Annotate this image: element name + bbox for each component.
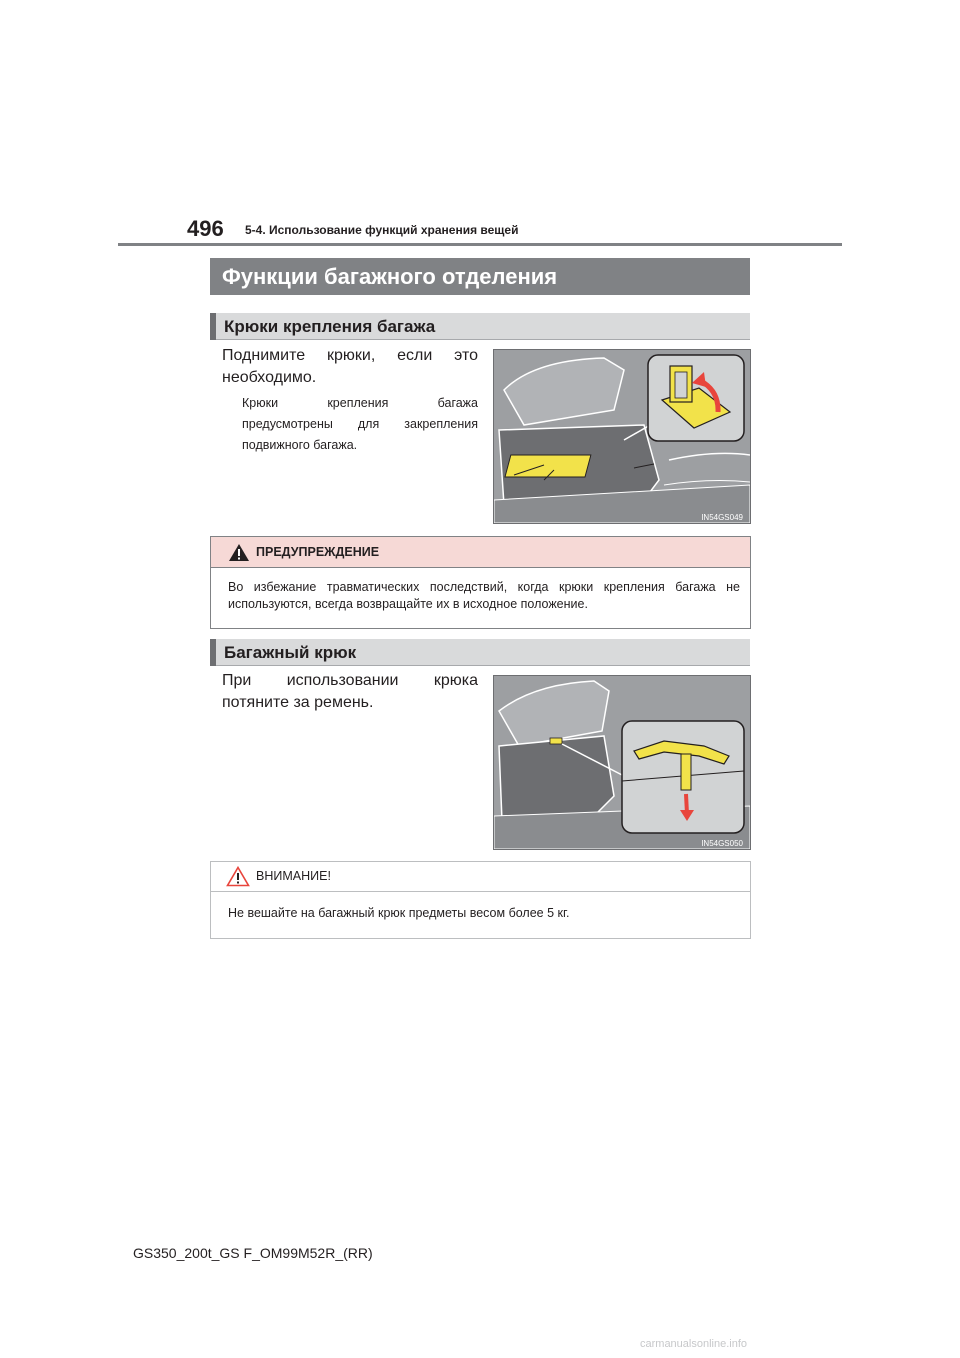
warning-line: Во избежание травматических последствий, когда крюки крепления багажа не <box>228 580 740 594</box>
page-number: 496 <box>187 216 224 241</box>
main-heading-text: Функции багажного отделения <box>222 264 558 289</box>
caution-text: Не вешайте на багажный крюк предметы весом более 5 кг. <box>228 906 570 920</box>
caution-header <box>211 862 750 892</box>
subheading-accent-bar <box>210 313 216 340</box>
watermark: carmanualsonline.info <box>640 1338 748 1350</box>
warning-text <box>228 579 740 613</box>
instruction-paragraph-2 <box>222 670 478 714</box>
figure-code: IN54GS049 <box>701 513 743 522</box>
instruction-line: необходимо. <box>222 369 317 386</box>
instruction-line: потяните за ремень. <box>222 694 374 711</box>
subheading-text: Багажный крюк <box>224 643 357 662</box>
subheading-luggage-hooks <box>210 313 750 340</box>
caution-title: ВНИМАНИЕ! <box>256 869 331 883</box>
main-heading <box>210 258 750 295</box>
warning-header <box>211 537 750 568</box>
note-line: подвижного багажа. <box>242 438 358 452</box>
figure-code: IN54GS050 <box>701 839 743 848</box>
caution-box <box>210 861 751 939</box>
luggage-hooks-illustration <box>493 349 751 524</box>
subheading-accent-bar <box>210 639 216 666</box>
header-rule <box>118 243 842 246</box>
warning-line: используются, всегда возвращайте их в исходное положение. <box>228 597 588 611</box>
trunk-hooks-drawing <box>494 350 750 523</box>
instruction-line: Поднимите крюки, если это <box>222 347 478 364</box>
warning-box <box>210 536 751 629</box>
subheading-bag-hook <box>210 639 750 666</box>
warning-title: ПРЕДУПРЕЖДЕНИЕ <box>256 545 380 559</box>
subheading-text: Крюки крепления багажа <box>224 317 436 336</box>
section-title: 5-4. Использование функций хранения вещей <box>245 223 519 237</box>
footer-model-code: GS350_200t_GS F_OM99M52R_(RR) <box>133 1245 373 1261</box>
note-paragraph-1 <box>242 393 478 456</box>
note-line: Крюки крепления багажа <box>242 396 478 410</box>
trunk-bag-hook-drawing <box>494 676 750 849</box>
caution-triangle-icon <box>226 866 250 887</box>
bag-hook-illustration <box>493 675 751 850</box>
warning-triangle-icon <box>228 543 250 562</box>
instruction-line: При использовании крюка <box>222 672 478 689</box>
instruction-paragraph-1 <box>222 345 478 389</box>
note-line: предусмотрены для закрепления <box>242 417 478 431</box>
